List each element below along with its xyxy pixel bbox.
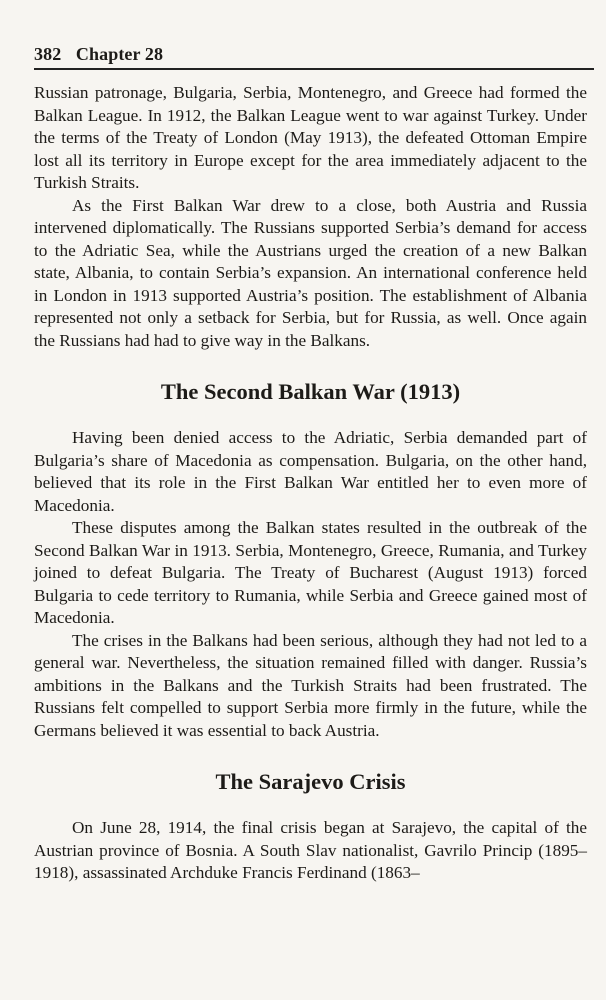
running-head — [34, 44, 163, 65]
paragraph: The crises in the Balkans had been serious, although they had not led to a general war. Nevertheless, the situation remained filled with danger. Russia’s ambitions in the Balkans and the Turkish Straits had been frustrated. The Russians felt compelled to support Serbia more firmly in the future, while the Germans believed it was essential to back Austria. — [34, 630, 587, 740]
paragraph: Having been denied access to the Adriatic, Serbia demanded part of Bulgaria’s share of Macedonia as compensation. Bulgaria, on the other hand, believed that its role in the First Balkan War entitled her to even more of Macedonia. — [34, 428, 587, 515]
section-heading-sarajevo-crisis: The Sarajevo Crisis — [215, 769, 406, 794]
section-heading-second-balkan-war: The Second Balkan War (1913) — [160, 379, 461, 404]
chapter-label: Chapter 28 — [75, 44, 164, 64]
paragraph: These disputes among the Balkan states resulted in the outbreak of the Second Balkan War in 1913. Serbia, Montenegro, Greece, Rumania, and Turkey joined to defeat Bulgaria. The Treaty of Bucharest (August 1913) forced Bulgaria to cede territory to Rumania, while Serbia and Greece gained most of Macedonia. — [34, 518, 587, 627]
header-rule — [34, 68, 594, 70]
page-number: 382 — [34, 44, 62, 64]
paragraph: On June 28, 1914, the final crisis began at Sarajevo, the capital of the Austrian province of Bosnia. A South Slav nationalist, Gavrilo Princip (1895–1918), assassinated Archduke Francis Ferdinand (1863– — [34, 818, 587, 882]
paragraph-continued: Russian patronage, Bulgaria, Serbia, Montenegro, and Greece had formed the Balkan League. In 1912, the Balkan League went to war against Turkey. Under the terms of the Treaty of London (May 1913), the defeated Ottoman Empire lost all its territory in Europe except for the area immediately adjacent to the Turkish Straits. — [34, 83, 587, 192]
body-text — [34, 82, 587, 885]
paragraph: As the First Balkan War drew to a close, both Austria and Russia intervened diplomatically. The Russians supported Serbia’s demand for access to the Adriatic Sea, while the Austrians urged the creation of a new Balkan state, Albania, to contain Serbia’s expansion. An international conference held in London in 1913 supported Austria’s position. The establishment of Albania represented not only a setback for Serbia, but for Russia, as well. Once again the Russians had had to give way in the Balkans. — [34, 195, 587, 350]
